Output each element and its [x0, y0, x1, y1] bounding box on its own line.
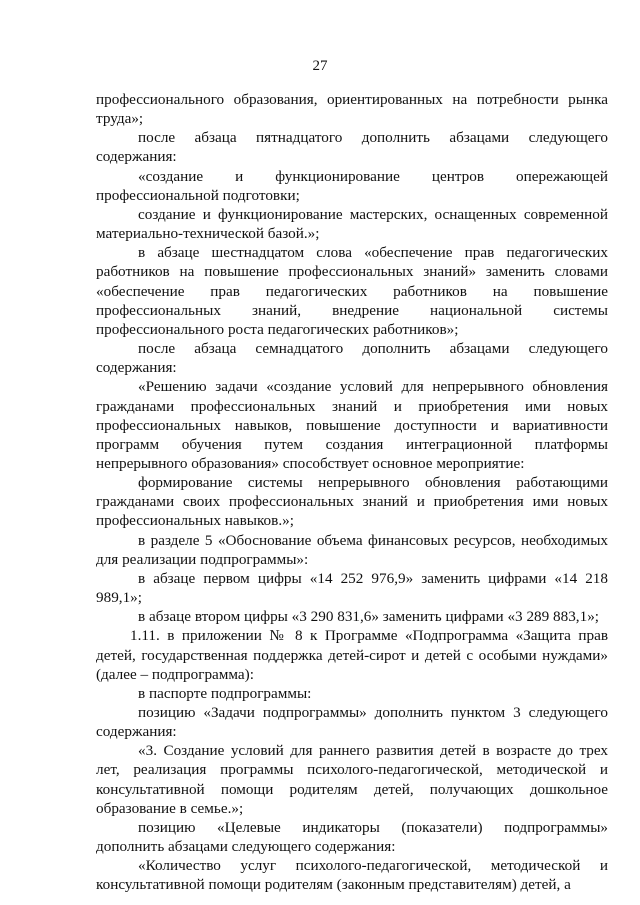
paragraph-1: профессионального образования, ориентированных на потребности рынка труда»;	[96, 91, 608, 128]
paragraph-2: после абзаца пятнадцатого дополнить абзацами следующего содержания:	[96, 129, 608, 166]
paragraph-10: в абзаце первом цифры «14 252 976,9» заменить цифрами «14 218 989,1»;	[96, 569, 608, 607]
paragraph-8: формирование системы непрерывного обновления работающими гражданами своих профессиональных знаний и приобретения ими новых профессиональных навыков.»;	[96, 474, 608, 530]
paragraph-9: в разделе 5 «Обоснование объема финансовых ресурсов, необходимых для реализации подпрограммы»:	[96, 531, 608, 568]
paragraph-15: «3. Создание условий для раннего развития детей в возрасте до трех лет, реализация программы психолого-педагогической, методической и консультативной помощи родителям детей, получающих дошкольное образование в семье.»;	[96, 742, 608, 817]
paragraph-4: создание и функционирование мастерских, оснащенных современной материально-технической базой.»;	[96, 205, 608, 243]
paragraph-6: после абзаца семнадцатого дополнить абзацами следующего содержания:	[96, 340, 608, 377]
paragraph-12: 1.11. в приложении № 8 к Программе «Подпрограмма «Защита прав детей, государственная поддержка детей-сирот и детей с особыми нуждами» (далее – подпрограмма):	[96, 627, 608, 683]
paragraph-11: в абзаце втором цифры «3 290 831,6» заменить цифрами «3 289 883,1»;	[138, 608, 600, 626]
paragraph-3: «создание и функционирование центров опережающей профессиональной подготовки;	[96, 167, 608, 204]
paragraph-5: в абзаце шестнадцатом слова «обеспечение прав педагогических работников на повышение профессиональных знаний» заменить словами «обеспечение прав педагогических работников на повышение профессиональных знаний, внедрение национальной системы профессионального роста педагогических работников»;	[96, 244, 608, 338]
document-body	[96, 90, 608, 895]
paragraph-16: позицию «Целевые индикаторы (показатели) подпрограммы» дополнить абзацами следующего содержания:	[96, 818, 608, 856]
paragraph-14: позицию «Задачи подпрограммы» дополнить пунктом 3 следующего содержания:	[96, 704, 608, 741]
paragraph-17: «Количество услуг психолого-педагогической, методической и консультативной помощи родителям (законным представителям) детей, а	[96, 857, 608, 894]
paragraph-7: «Решению задачи «создание условий для непрерывного обновления гражданами профессиональных знаний и приобретения ими новых профессиональных навыков, повышение доступности и вариативности программ обучения путем создания интеграционной платформы непрерывного образования» способствует основное мероприятие:	[96, 378, 608, 472]
paragraph-13: в паспорте подпрограммы:	[138, 684, 312, 702]
page-number: 27	[312, 58, 328, 74]
